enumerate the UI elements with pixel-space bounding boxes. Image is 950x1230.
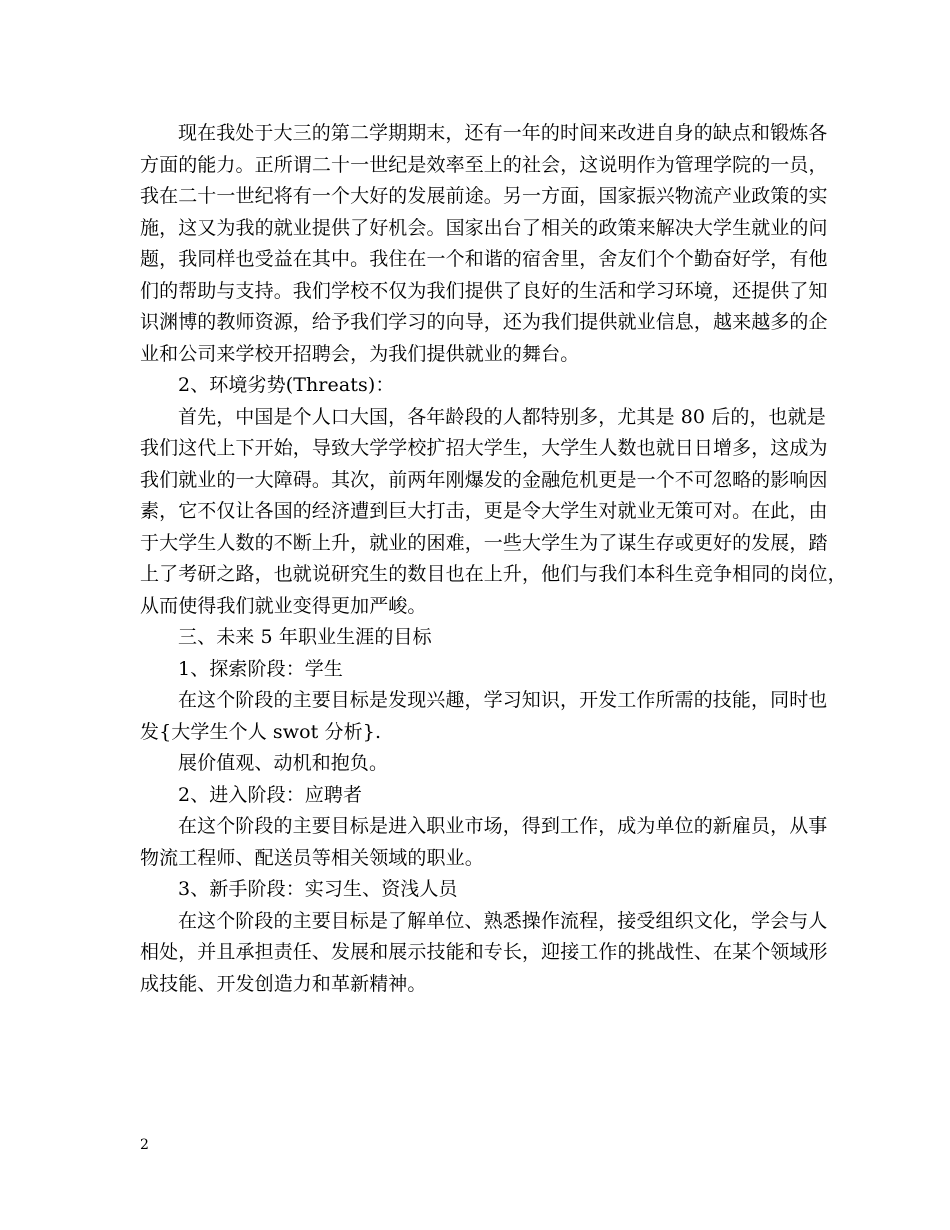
text-line: 三、未来 5 年职业生涯的目标 (178, 626, 432, 648)
text-line: 业和公司来学校开招聘会，为我们提供就业的舞台。 (140, 342, 580, 365)
text-line: 相处，并且承担责任、发展和展示技能和专长，迎接工作的挑战性、在某个领域形 (140, 941, 828, 963)
text-line: 素，它不仅让各国的经济遭到巨大打击，更是令大学生对就业无策可对。在此，由 (140, 500, 828, 522)
text-line: 我们这代上下开始，导致大学学校扩招大学生，大学生人数也就日日增多，这成为 (140, 437, 828, 459)
body-text (140, 118, 847, 1000)
text-line: 方面的能力。正所谓二十一世纪是效率至上的社会，这说明作为管理学院的一员， (140, 153, 828, 176)
text-line: 2、进入阶段：应聘者 (178, 783, 363, 806)
text-line: 3、新手阶段：实习生、资浅人员 (178, 878, 458, 900)
text-line: 从而使得我们就业变得更加严峻。 (140, 594, 427, 617)
text-line: 施，这又为我的就业提供了好机会。国家出台了相关的政策来解决大学生就业的问 (140, 216, 828, 239)
text-line: 2、环境劣势(Threats)： (178, 374, 395, 396)
text-line: 识渊博的教师资源，给予我们学习的向导，还为我们提供就业信息，越来越多的企 (140, 311, 828, 333)
text-line: 成技能、开发创造力和革新精神。 (140, 972, 427, 995)
text-line: 我们就业的一大障碍。其次，前两年刚爆发的金融危机更是一个不可忽略的影响因 (140, 468, 828, 491)
text-line: 在这个阶段的主要目标是发现兴趣，学习知识，开发工作所需的技能，同时也 (178, 689, 828, 711)
text-line: 在这个阶段的主要目标是进入职业市场，得到工作，成为单位的新雇员，从事 (178, 815, 828, 837)
text-line: 首先，中国是个人口大国，各年龄段的人都特别多，尤其是 80 后的，也就是 (178, 405, 826, 428)
text-line: 于大学生人数的不断上升，就业的困难，一些大学生为了谋生存或更好的发展，踏 (140, 531, 828, 554)
text-line: 展价值观、动机和抱负。 (178, 752, 389, 774)
text-line: 题，我同样也受益在其中。我住在一个和谐的宿舍里，舍友们个个勤奋好学，有他 (140, 248, 828, 270)
text-line: 现在我处于大三的第二学期期末，还有一年的时间来改进自身的缺点和锻炼各 (178, 122, 828, 144)
text-line: 我在二十一世纪将有一个大好的发展前途。另一方面，国家振兴物流产业政策的实 (140, 185, 828, 207)
text-line: 物流工程师、配送员等相关领域的职业。 (140, 846, 484, 869)
text-line: 上了考研之路，也就说研究生的数目也在上升，他们与我们本科生竞争相同的岗位， (140, 563, 847, 585)
text-line: 发{大学生个人 swot 分析}. (140, 720, 382, 743)
text-line: 们的帮助与支持。我们学校不仅为我们提供了良好的生活和学习环境，还提供了知 (140, 279, 828, 302)
page-number: 2 (140, 1137, 149, 1153)
text-line: 1、探索阶段：学生 (178, 657, 343, 680)
text-line: 在这个阶段的主要目标是了解单位、熟悉操作流程，接受组织文化，学会与人 (178, 909, 828, 932)
